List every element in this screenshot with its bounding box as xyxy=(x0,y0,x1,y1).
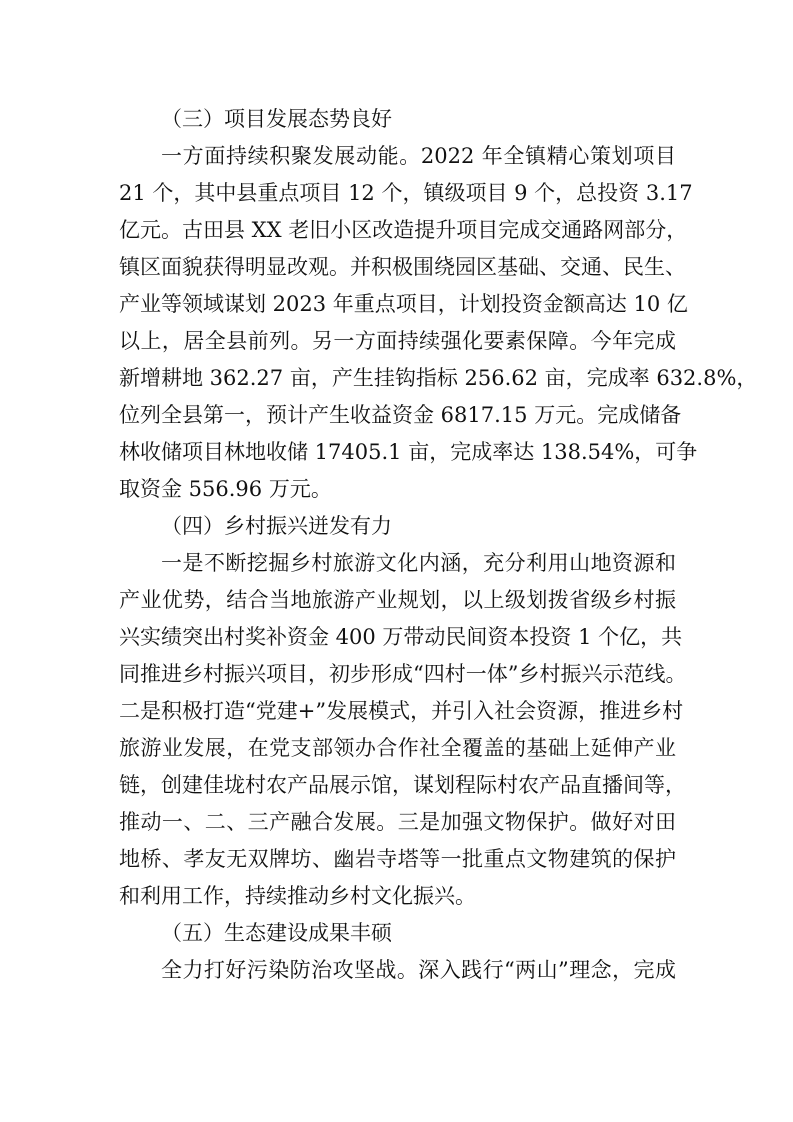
section-heading: （五）生态建设成果丰硕 xyxy=(161,921,392,945)
text-line: 旅游业发展，在党支部领办合作社全覆盖的基础上延伸产业 xyxy=(119,736,676,760)
text-line: 新增耕地 362.27 亩，产生挂钩指标 256.62 亩，完成率 632.8%， xyxy=(119,366,758,390)
text-line: 二是积极打造“党建+”发展模式，并引入社会资源，推进乡村 xyxy=(119,699,684,723)
section-heading: （四）乡村振兴迸发有力 xyxy=(161,514,392,538)
document-page xyxy=(119,101,758,989)
text-line: 取资金 556.96 万元。 xyxy=(119,477,332,501)
paragraph xyxy=(119,545,687,915)
text-line: 以上，居全县前列。另一方面持续强化要素保障。今年完成 xyxy=(119,329,676,353)
text-line: 和利用工作，持续推动乡村文化振兴。 xyxy=(119,884,476,908)
text-line: 林收储项目林地收储 17405.1 亩，完成率达 138.54%，可争 xyxy=(119,440,698,464)
text-line: 位列全县第一，预计产生收益资金 6817.15 万元。完成储备 xyxy=(119,403,682,427)
text-line: 推动一、二、三产融合发展。三是加强文物保护。做好对田 xyxy=(119,810,676,834)
text-line: 链，创建佳垅村农产品展示馆，谋划程际村农产品直播间等， xyxy=(119,773,686,797)
text-line: 全力打好污染防治攻坚战。深入践行“两山”理念，完成 xyxy=(161,958,676,982)
text-line: 一是不断挖掘乡村旅游文化内涵，充分利用山地资源和 xyxy=(161,551,676,575)
text-line: 一方面持续积聚发展动能。2022 年全镇精心策划项目 xyxy=(161,144,676,168)
text-line: 同推进乡村振兴项目，初步形成“四村一体”乡村振兴示范线。 xyxy=(119,662,687,686)
text-line: 产业优势，结合当地旅游产业规划，以上级划拨省级乡村振 xyxy=(119,588,676,612)
paragraph xyxy=(119,952,676,989)
text-line: 产业等领域谋划 2023 年重点项目，计划投资金额高达 10 亿 xyxy=(119,292,688,316)
text-line: 镇区面貌获得明显改观。并积极围绕园区基础、交通、民生、 xyxy=(119,255,686,279)
text-line: 地桥、孝友无双牌坊、幽岩寺塔等一批重点文物建筑的保护 xyxy=(119,847,676,871)
text-line: 21 个，其中县重点项目 12 个，镇级项目 9 个，总投资 3.17 xyxy=(119,181,693,205)
text-line: 亿元。古田县 XX 老旧小区改造提升项目完成交通路网部分， xyxy=(119,218,688,242)
section-heading: （三）项目发展态势良好 xyxy=(161,107,392,131)
text-line: 兴实绩突出村奖补资金 400 万带动民间资本投资 1 个亿，共 xyxy=(119,625,683,649)
paragraph xyxy=(119,138,758,508)
